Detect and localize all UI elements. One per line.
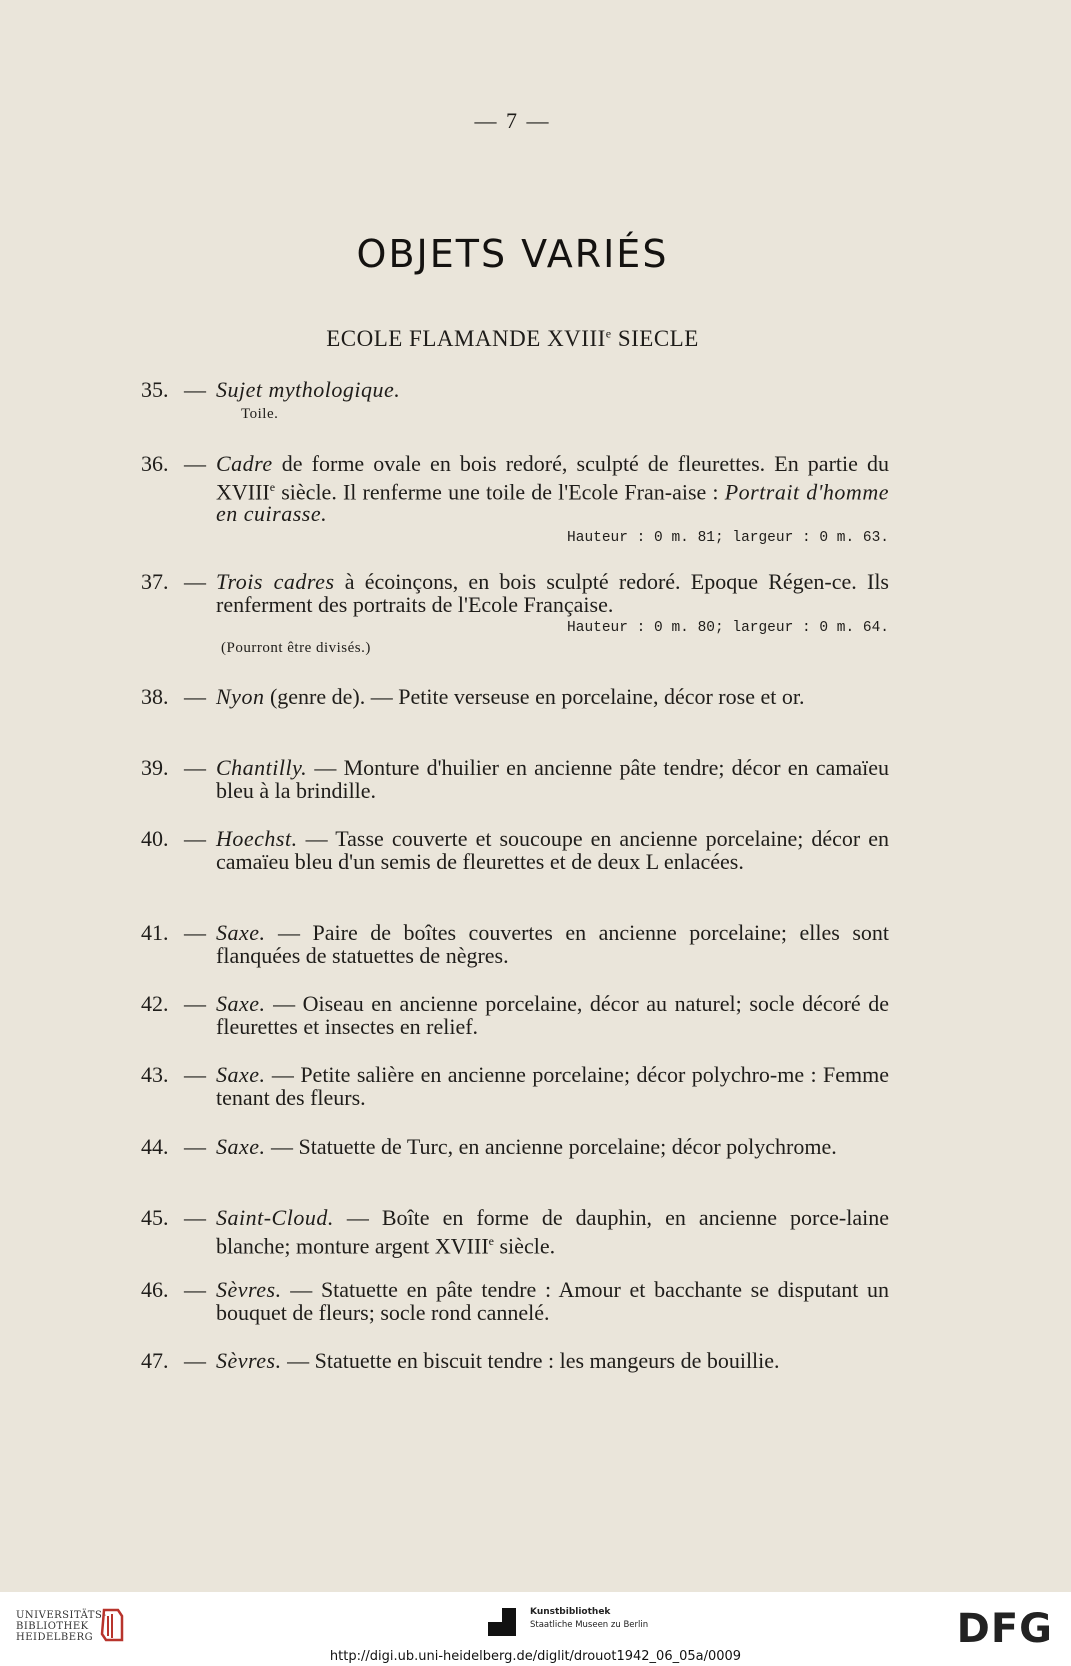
dfg-logo[interactable]: DFG: [956, 1606, 1053, 1652]
entry-title: Chantilly.: [216, 755, 308, 780]
entry-text: [216, 1064, 889, 1109]
entry-number: 47.: [141, 1348, 169, 1373]
kb-line-2: Staatliche Museen zu Berlin: [530, 1620, 649, 1630]
entry-description: à écoinçons, en bois sculpté redoré. Epoque Régen-ce. Ils renferment des portraits de l'Ecole Française.: [216, 569, 889, 617]
entry-title: Saxe.: [216, 1134, 266, 1159]
entry-dash: —: [184, 684, 206, 709]
entry-number: 40.: [141, 826, 169, 851]
entry-text: [216, 828, 889, 873]
entry-number: 35.: [141, 377, 169, 402]
source-url[interactable]: http://digi.ub.uni-heidelberg.de/diglit/drouot1942_06_05a/0009: [329, 1649, 742, 1664]
page-number: — 7 —: [474, 108, 551, 133]
entry-text: [216, 757, 889, 802]
entry-title: Saint-Cloud.: [216, 1205, 334, 1230]
entry-number: 45.: [141, 1205, 169, 1230]
entry-title: Saxe.: [216, 920, 266, 945]
entry-dash: —: [184, 451, 206, 476]
kunstbibliothek-name: [530, 1606, 648, 1632]
entry-number: 37.: [141, 569, 169, 594]
catalog-entry-46: [141, 1279, 889, 1324]
footer-bar: [0, 1592, 1071, 1666]
entry-text: [216, 453, 889, 526]
entry-text: [216, 993, 889, 1038]
entry-dash: —: [184, 826, 206, 851]
entry-dimensions: Hauteur : 0 m. 80; largeur : 0 m. 64.: [567, 620, 889, 636]
entry-sup: e: [269, 479, 276, 494]
entry-number: 41.: [141, 920, 169, 945]
catalog-entry-47: [141, 1350, 889, 1373]
entry-description: — Statuette en pâte tendre : Amour et bacchante se disputant un bouquet de fleurs; socle rond cannelé.: [216, 1277, 889, 1325]
section-heading-sup: e: [605, 326, 612, 341]
entry-dash: —: [184, 1205, 206, 1230]
entry-description: — Oiseau en ancienne porcelaine, décor au naturel; socle décoré de fleurettes et insectes en relief.: [216, 991, 889, 1039]
entry-text: [216, 379, 889, 402]
uni-line-2: BIBLIOTHEK: [16, 1621, 89, 1632]
entry-dimensions: Hauteur : 0 m. 81; largeur : 0 m. 63.: [567, 529, 889, 546]
catalog-entry-38: [141, 686, 889, 709]
catalog-entry-41: [141, 922, 889, 967]
catalog-entry-37: [141, 571, 889, 658]
entry-text: [216, 1350, 889, 1373]
entry-title: Saxe.: [216, 991, 266, 1016]
entry-title: Trois cadres: [216, 569, 335, 594]
section-heading: [0, 326, 1025, 352]
entry-sup: e: [488, 1233, 494, 1248]
entry-dash: —: [184, 1134, 206, 1159]
entry-dash: —: [184, 1348, 206, 1373]
section-heading-prefix: ECOLE FLAMANDE XVIII: [326, 326, 606, 351]
entry-description: — Petite salière en ancienne porcelaine; décor polychro-me : Femme tenant des fleurs.: [216, 1062, 889, 1110]
entry-title: Sèvres.: [216, 1277, 282, 1302]
entry-number: 43.: [141, 1062, 169, 1087]
catalog-entry-40: [141, 828, 889, 873]
entry-dash: —: [184, 569, 206, 594]
entry-title: Sujet mythologique.: [216, 377, 401, 402]
entry-description: — Statuette de Turc, en ancienne porcelaine; décor polychrome.: [265, 1134, 837, 1159]
entry-number: 38.: [141, 684, 169, 709]
catalog-entry-35: [141, 379, 889, 424]
kb-line-1: Kunstbibliothek: [530, 1607, 611, 1617]
entry-description: — Boîte en forme de dauphin, en ancienne porce-laine blanche; monture argent XVIII: [216, 1205, 889, 1258]
page-title: OBJETS VARIÉS: [356, 232, 669, 276]
university-library-logo-icon[interactable]: [98, 1606, 126, 1644]
uni-line-3: HEIDELBERG: [16, 1632, 94, 1643]
entry-dash: —: [184, 755, 206, 780]
entry-dash: —: [184, 991, 206, 1016]
entry-title: Saxe.: [216, 1062, 266, 1087]
catalog-entry-45: [141, 1207, 889, 1257]
entry-dash: —: [184, 920, 206, 945]
entry-description: (genre de). — Petite verseuse en porcelaine, décor rose et or.: [264, 684, 805, 709]
entry-dash: —: [184, 377, 206, 402]
catalog-entry-43: [141, 1064, 889, 1109]
entry-description-2: siècle. Il renferme une toile de l'Ecole Fran-aise :: [275, 478, 725, 504]
entry-number: 44.: [141, 1134, 169, 1159]
entry-description: — Tasse couverte et soucoupe en ancienne porcelaine; décor en camaïeu bleu d'un semis de fleurettes et de deux L enlacées.: [216, 826, 889, 874]
entry-description: — Paire de boîtes couvertes en ancienne porcelaine; elles sont flanquées de statuettes de nègres.: [216, 920, 889, 968]
uni-line-1: UNIVERSITÄTS-: [16, 1610, 107, 1621]
entry-number: 42.: [141, 991, 169, 1016]
entry-note: Toile.: [241, 405, 279, 422]
entry-title: Nyon: [216, 684, 265, 709]
entry-description-2: siècle.: [494, 1232, 556, 1258]
entry-subtitle: Portrait d'homme en cuirasse.: [216, 478, 889, 527]
entry-number: 36.: [141, 451, 169, 476]
section-heading-suffix: SIECLE: [611, 326, 699, 351]
entry-number: 39.: [141, 755, 169, 780]
entry-text: [216, 1279, 889, 1324]
entry-title: Cadre: [216, 451, 273, 476]
university-library-name: [16, 1610, 107, 1643]
entry-description: de forme ovale en bois redoré, sculpté de fleurettes. En partie du XVIII: [216, 451, 889, 504]
entry-text: [216, 686, 889, 709]
catalog-entry-39: [141, 757, 889, 802]
entry-text: [216, 1136, 889, 1159]
entry-text: [216, 922, 889, 967]
entry-title: Hoechst.: [216, 826, 298, 851]
catalog-entry-42: [141, 993, 889, 1038]
catalog-entry-44: [141, 1136, 889, 1159]
entry-description: — Statuette en biscuit tendre : les mangeurs de bouillie.: [281, 1348, 780, 1373]
entry-note: (Pourront être divisés.): [221, 640, 371, 656]
entry-dash: —: [184, 1277, 206, 1302]
entry-description: — Monture d'huilier en ancienne pâte tendre; décor en camaïeu bleu à la brindille.: [216, 755, 889, 803]
entry-number: 46.: [141, 1277, 169, 1302]
entry-dash: —: [184, 1062, 206, 1087]
kunstbibliothek-logo-icon[interactable]: [488, 1608, 522, 1636]
entry-title: Sèvres.: [216, 1348, 282, 1373]
entry-text: [216, 1207, 889, 1257]
catalog-entry-36: [141, 453, 889, 548]
entry-text: [216, 571, 889, 616]
